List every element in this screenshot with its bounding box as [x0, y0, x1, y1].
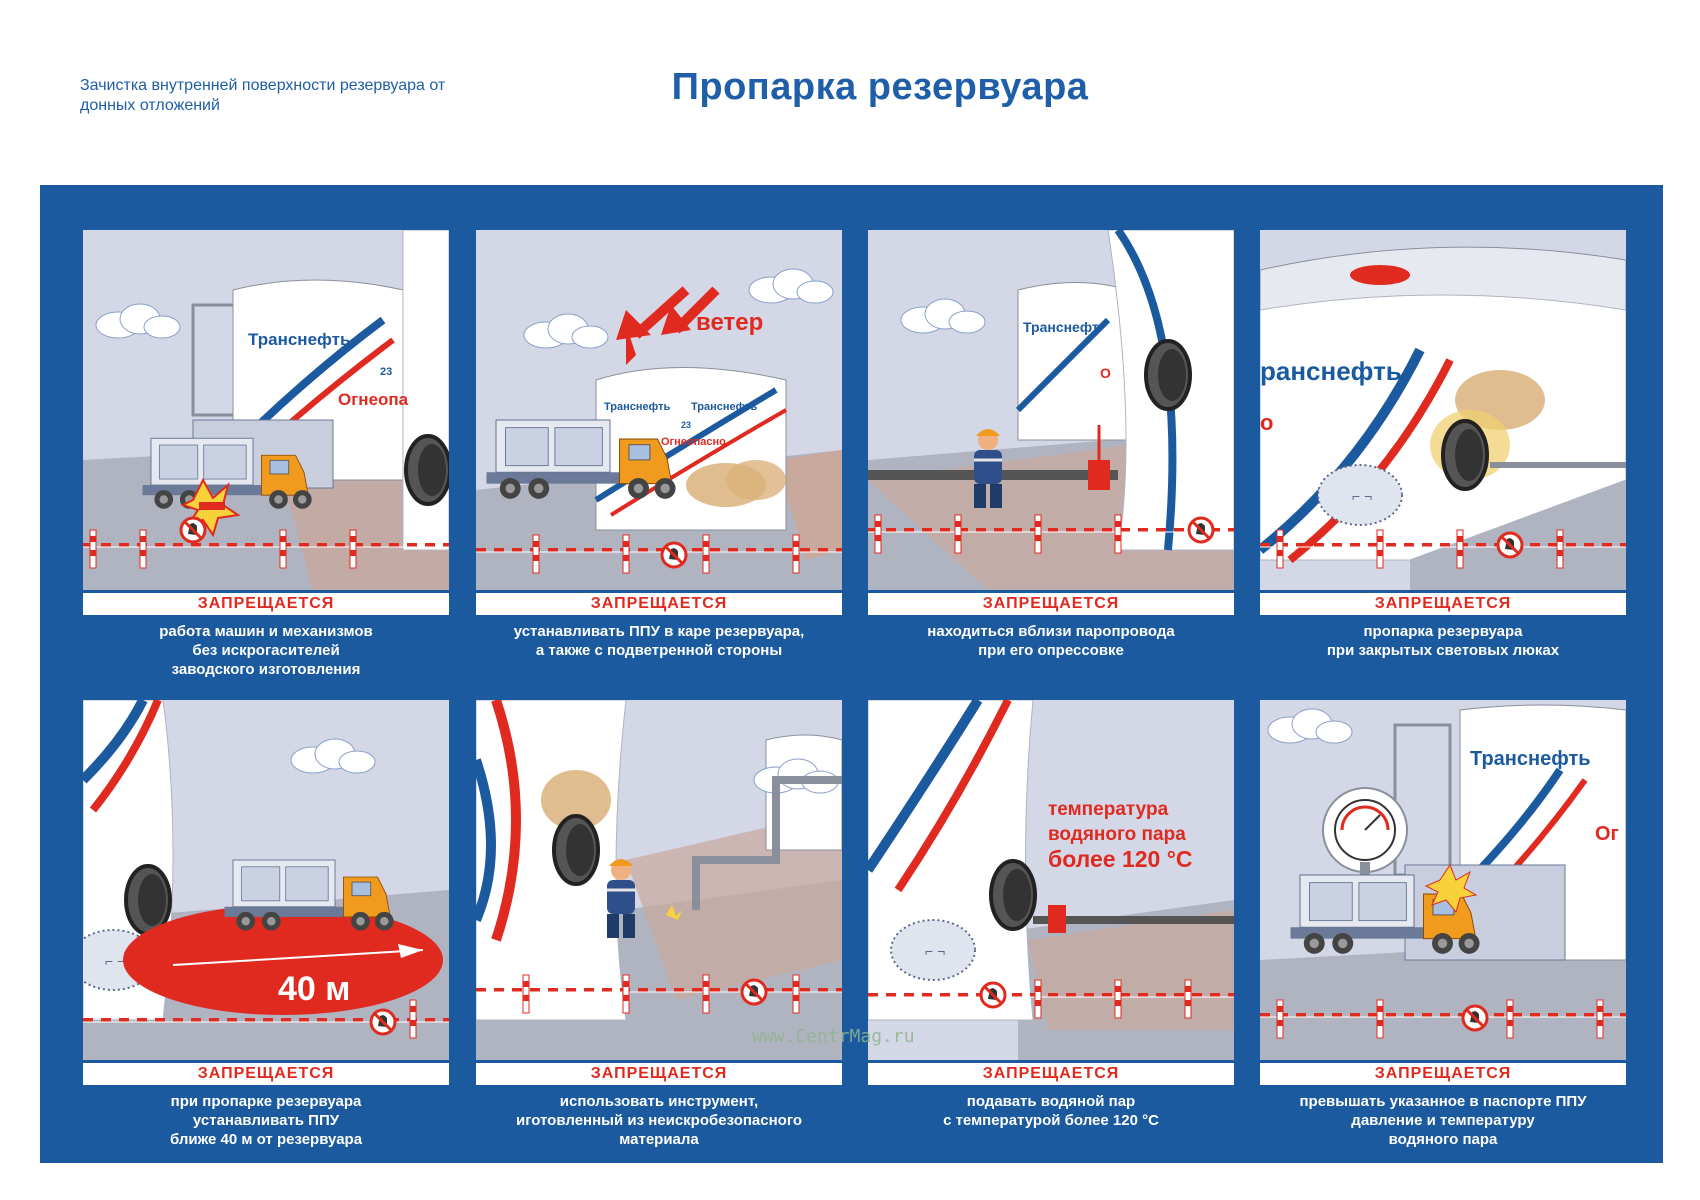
- temperature-line-3: более 120 °C: [1048, 846, 1193, 872]
- prohibition-icon: [1463, 1006, 1487, 1030]
- brand-text: Транснефть: [604, 401, 671, 413]
- prohibited-label: ЗАПРЕЩАЕТСЯ: [1260, 593, 1626, 615]
- card-7-illustration: [868, 700, 1234, 1060]
- card-3: [868, 230, 1234, 670]
- card-6-illustration: [476, 700, 842, 1060]
- card-caption: превышать указанное в паспорте ППУ давление и температуру водяного пара: [1299, 1093, 1587, 1148]
- tank-number: 23: [380, 366, 393, 378]
- card-1: [83, 230, 449, 678]
- prohibition-icon: [742, 980, 766, 1004]
- prohibited-label: ЗАПРЕЩАЕТСЯ: [868, 1063, 1234, 1085]
- brand-text: ранснефть: [1260, 356, 1402, 386]
- wind-label: ветер: [696, 309, 764, 336]
- prohibition-icon: [181, 518, 205, 542]
- page-title: Пропарка резервуара: [671, 66, 1089, 108]
- temperature-line-1: температура: [1048, 799, 1169, 820]
- brand-text: Транснефть: [248, 330, 351, 349]
- card-1-illustration: [83, 230, 449, 590]
- card-3-illustration: [868, 230, 1234, 590]
- brand-text-2: Транснефть: [691, 401, 758, 413]
- subtitle: Зачистка внутренней поверхности резервуара от донных отложений: [80, 77, 446, 114]
- prohibition-icon: [371, 1010, 395, 1034]
- temperature-line-2: водяного пара: [1048, 824, 1186, 845]
- card-2: [476, 230, 842, 670]
- watermark: www.CentrMag.ru: [752, 1026, 915, 1047]
- fire-hazard-text: Огнеопа: [338, 390, 409, 409]
- prohibited-label: ЗАПРЕЩАЕТСЯ: [1260, 1063, 1626, 1085]
- card-4: [1260, 230, 1626, 670]
- fire-hazard-text: Ог: [1595, 823, 1619, 845]
- brand-text: Транснефть: [1470, 748, 1591, 770]
- prohibited-label: ЗАПРЕЩАЕТСЯ: [476, 593, 842, 615]
- card-7: [868, 700, 1234, 1140]
- card-8-illustration: [1260, 700, 1626, 1060]
- fire-hazard-text: Огнеопасно: [661, 436, 726, 448]
- card-caption: подавать водяной пар с температурой более 120 °C: [943, 1093, 1159, 1129]
- prohibited-label: ЗАПРЕЩАЕТСЯ: [868, 593, 1234, 615]
- prohibited-label: ЗАПРЕЩАЕТСЯ: [83, 1063, 449, 1085]
- tank-number: 23: [681, 420, 692, 430]
- card-4-illustration: [1260, 230, 1626, 590]
- prohibition-icon: [1189, 518, 1213, 542]
- card-caption: устанавливать ППУ в каре резервуара, а также с подветренной стороны: [513, 623, 805, 659]
- card-8: [1260, 700, 1626, 1148]
- fire-hazard-text: О: [1100, 365, 1111, 381]
- prohibited-label: ЗАПРЕЩАЕТСЯ: [476, 1063, 842, 1085]
- card-caption: использовать инструмент, иготовленный из неискробезопасного материала: [515, 1093, 803, 1148]
- card-caption: пропарка резервуара при закрытых световых люках: [1326, 623, 1560, 659]
- prohibition-icon: [662, 543, 686, 567]
- card-caption: при пропарке резервуара устанавливать ППУ ближе 40 м от резервуара: [169, 1093, 363, 1148]
- brand-text: Транснефт: [1023, 319, 1099, 335]
- distance-label: 40 м: [278, 970, 351, 1008]
- prohibition-icon: [981, 983, 1005, 1007]
- card-caption: находиться вблизи паропровода при его опрессовке: [927, 623, 1175, 659]
- card-2-illustration: [476, 230, 842, 590]
- card-6: [476, 700, 842, 1148]
- card-5-illustration: [83, 700, 449, 1060]
- prohibited-label: ЗАПРЕЩАЕТСЯ: [83, 593, 449, 615]
- card-caption: работа машин и механизмов без искрогасителей заводского изготовления: [159, 623, 373, 678]
- fire-hazard-text: о: [1260, 410, 1274, 435]
- card-5: [83, 700, 449, 1148]
- prohibition-icon: [1498, 533, 1522, 557]
